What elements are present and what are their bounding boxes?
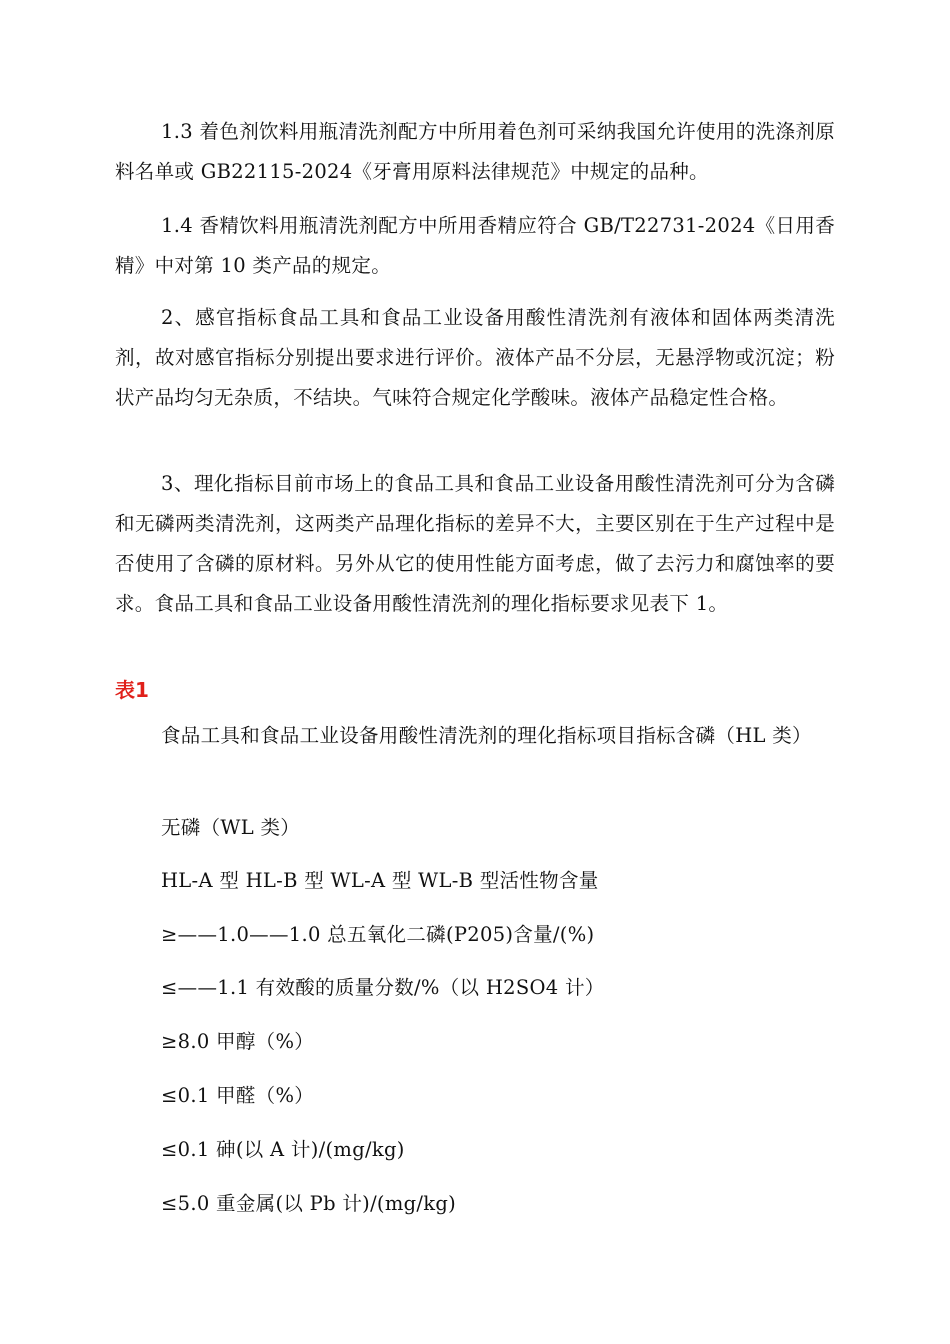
table-line: ≥8.0 甲醇（%） <box>161 1030 315 1053</box>
paragraph-physicochemical-indicators: 3、理化指标目前市场上的食品工具和食品工业设备用酸性清洗剂可分为含磷和无磷两类清洗剂，这两类产品理化指标的差异不大，主要区别在于生产过程中是否使用了含磷的原材料。另外从它的使用性能方面考虑，做了去污力和腐蚀率的要求。食品工具和食品工业设备用酸性清洗剂的理化指标要求见表下 1。 <box>115 472 835 615</box>
table-line: ≥——1.0——1.0 总五氧化二磷(P205)含量/(%) <box>161 923 595 946</box>
table-line: ≤5.0 重金属(以 Pb 计)/(mg/kg) <box>161 1192 457 1215</box>
table-line: ≤——1.1 有效酸的质量分数/%（以 H2SO4 计） <box>161 976 605 999</box>
table-caption: 食品工具和食品工业设备用酸性清洗剂的理化指标项目指标含磷（HL 类） <box>161 724 812 747</box>
table-line: HL-A 型 HL-B 型 WL-A 型 WL-B 型活性物含量 <box>161 869 599 892</box>
table-line: 无磷（WL 类） <box>161 816 301 839</box>
table-line: ≤0.1 甲醛（%） <box>161 1084 315 1107</box>
paragraph-sensory-indicators: 2、感官指标食品工具和食品工业设备用酸性清洗剂有液体和固体两类清洗剂，故对感官指标分别提出要求进行评价。液体产品不分层，无悬浮物或沉淀；粉状产品均匀无杂质，不结块。气味符合规定化学酸味。液体产品稳定性合格。 <box>115 306 835 409</box>
paragraph-1-3: 1.3 着色剂饮料用瓶清洗剂配方中所用着色剂可采纳我国允许使用的洗涤剂原料名单或 GB22115-2024《牙膏用原料法律规范》中规定的品种。 <box>115 120 835 183</box>
table-line: ≤0.1 砷(以 A 计)/(mg/kg) <box>161 1138 405 1161</box>
paragraph-1-4: 1.4 香精饮料用瓶清洗剂配方中所用香精应符合 GB/T22731-2024《日用香精》中对第 10 类产品的规定。 <box>115 214 835 277</box>
table-heading: 表1 <box>115 678 149 702</box>
